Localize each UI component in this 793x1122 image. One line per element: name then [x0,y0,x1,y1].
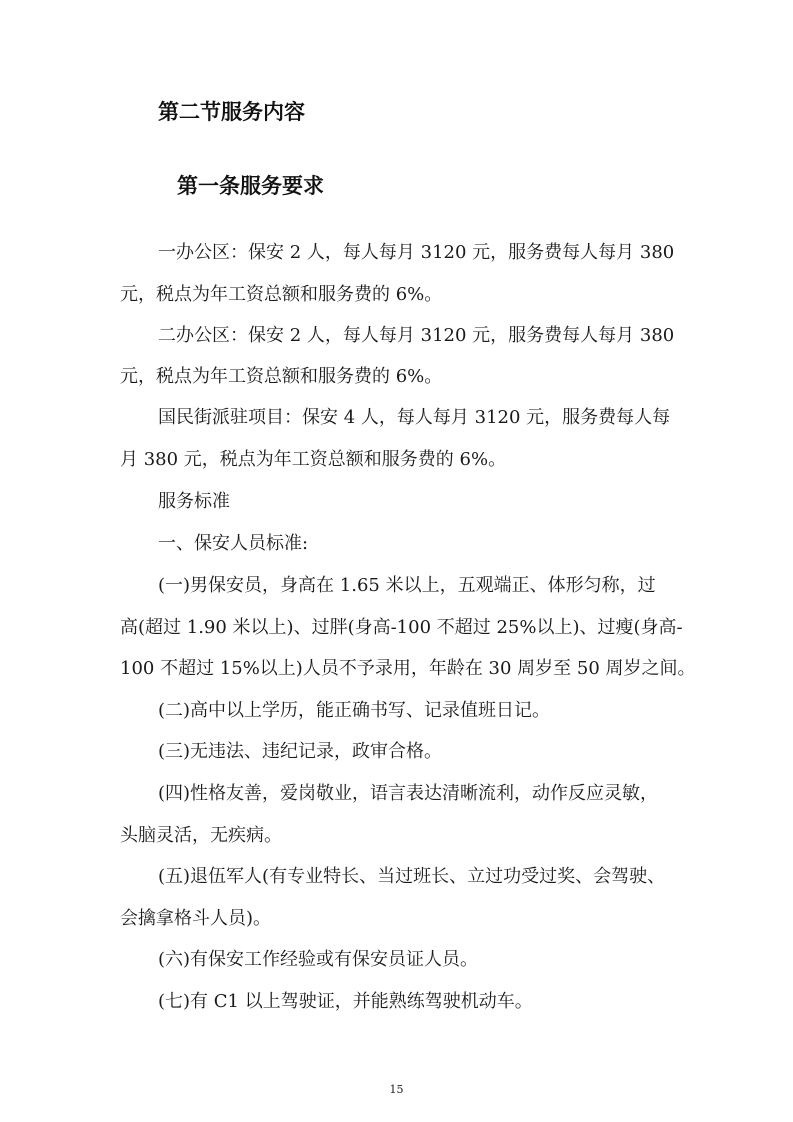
section-title: 第二节服务内容 [158,100,305,124]
text-line: 会擒拿格斗人员)。 [120,908,272,929]
text-line: 月 380 元，税点为年工资总额和服务费的 6%。 [120,449,507,470]
text-line: 一、保安人员标准: [158,533,309,554]
text-line: (一)男保安员，身高在 1.65 米以上，五观端正、体形匀称，过 [158,575,656,596]
text-line: 高(超过 1.90 米以上)、过胖(身高-100 不超过 25%以上)、过瘦(身高- [120,617,683,638]
text-line: (四)性格友善，爱岗敬业，语言表达清晰流利，动作反应灵敏， [158,783,659,804]
article-title: 第一条服务要求 [177,174,324,198]
page-number: 15 [389,1083,404,1096]
text-line: 国民街派驻项目：保安 4 人，每人每月 3120 元，服务费每人每 [158,407,671,428]
text-line: 二办公区：保安 2 人，每人每月 3120 元，服务费每人每月 380 [158,325,675,346]
text-line: (五)退伍军人(有专业特长、当过班长、立过功受过奖、会驾驶、 [158,866,666,887]
text-line: 头脑灵活，无疾病。 [120,825,282,846]
text-line: (六)有保安工作经验或有保安员证人员。 [158,949,479,970]
text-line: 元，税点为年工资总额和服务费的 6%。 [120,366,443,387]
text-line: 元，税点为年工资总额和服务费的 6%。 [120,284,443,305]
text-line: 服务标准 [158,491,230,512]
text-line: (三)无违法、违纪记录，政审合格。 [158,741,443,762]
text-line: (二)高中以上学历，能正确书写、记录值班日记。 [158,700,551,721]
text-line: 100 不超过 15%以上)人员不予录用，年龄在 30 周岁至 50 周岁之间。 [120,658,696,679]
text-line: (七)有 C1 以上驾驶证，并能熟练驾驶机动车。 [158,991,533,1012]
text-line: 一办公区：保安 2 人，每人每月 3120 元，服务费每人每月 380 [158,242,675,263]
